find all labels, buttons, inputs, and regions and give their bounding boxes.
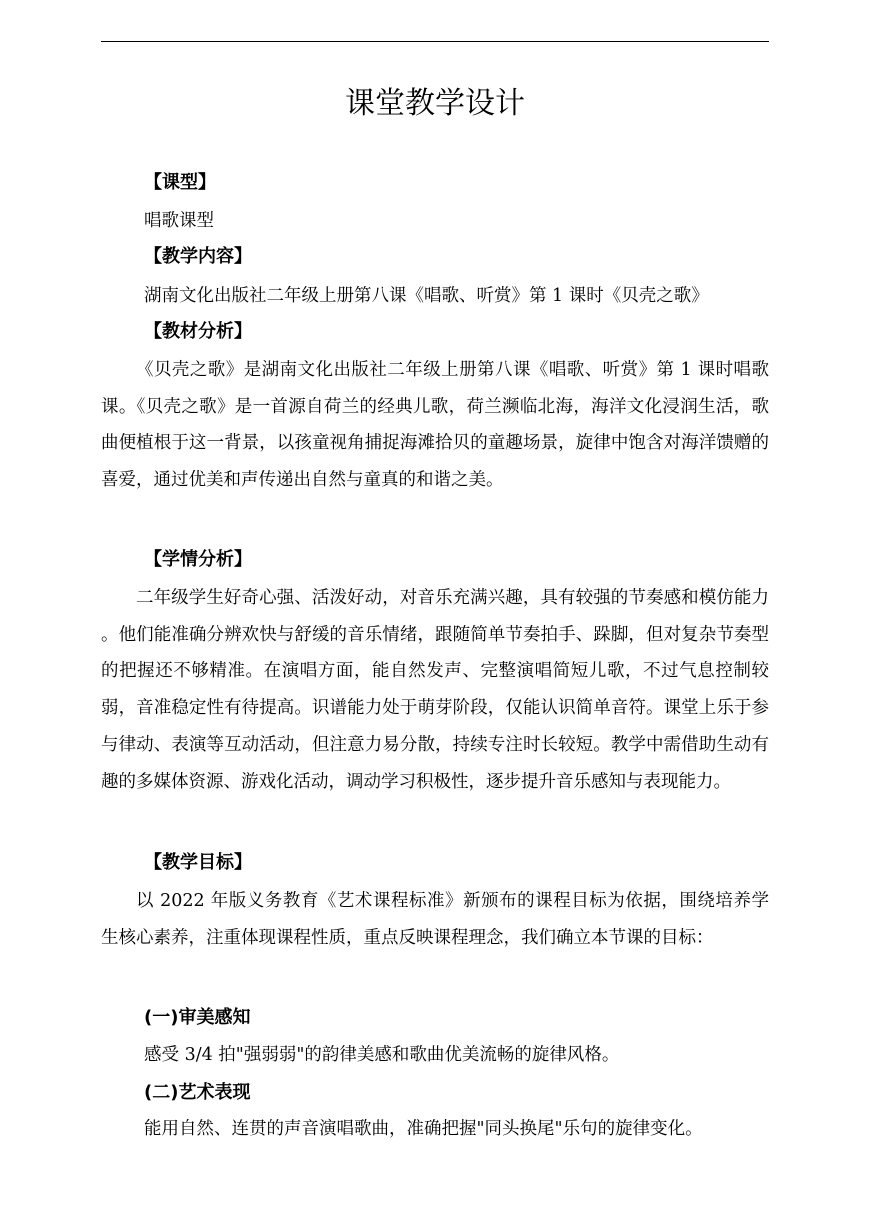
- heading-teaching-content: 【教学内容】: [144, 246, 252, 267]
- goal-expression-heading: (二)艺术表现: [144, 1082, 251, 1103]
- teaching-goals-paragraph: 以 2022 年版义务教育《艺术课程标准》新颁布的课程目标为依据，围绕培养学生核心素养，注重体现课程性质，重点反映课程理念，我们确立本节课的目标：: [101, 891, 769, 948]
- header-rule: [101, 41, 769, 42]
- lesson-type-text: 唱歌课型: [144, 211, 214, 231]
- heading-student-analysis: 【学情分析】: [144, 549, 252, 570]
- heading-teaching-goals: 【教学目标】: [144, 852, 252, 873]
- goal-expression-text: 能用自然、连贯的声音演唱歌曲，准确把握"同头换尾"乐句的旋律变化。: [144, 1119, 703, 1139]
- student-analysis-paragraph: 二年级学生好奇心强、活泼好动，对音乐充满兴趣，具有较强的节奏感和模仿能力 。他们能准确分辨欢快与舒缓的音乐情绪，跟随简单节奏拍手、跺脚，但对复杂节奏型的把握还不够精准。在演唱方面，能自然发声、完整演唱简短儿歌，不过气息控制较弱，音准稳定性有待提高。识谱能力处于萌芽阶段，仅能认识简单音符。课堂上乐于参与律动、表演等互动活动，但注意力易分散，持续专注时长较短。教学中需借助生动有趣的多媒体资源、游戏化活动，调动学习积极性，逐步提升音乐感知与表现能力。: [101, 588, 769, 792]
- goal-aesthetic-text: 感受 3/4 拍"强弱弱"的韵律美感和歌曲优美流畅的旋律风格。: [144, 1045, 620, 1065]
- goal-aesthetic-heading: (一)审美感知: [144, 1007, 251, 1028]
- page-title: 课堂教学设计: [345, 86, 525, 121]
- heading-lesson-type: 【课型】: [144, 172, 216, 193]
- teaching-content-text: 湖南文化出版社二年级上册第八课《唱歌、听赏》第 1 课时《贝壳之歌》: [144, 286, 709, 306]
- heading-material-analysis: 【教材分析】: [144, 321, 252, 342]
- material-analysis-paragraph: 《贝壳之歌》是湖南文化出版社二年级上册第八课《唱歌、听赏》第 1 课时唱歌课。《贝壳之歌》是一首源自荷兰的经典儿歌，荷兰濒临北海，海洋文化浸润生活，歌曲便植根于这一背景，以孩童视角捕捉海滩拾贝的童趣场景，旋律中饱含对海洋馈赠的喜爱，通过优美和声传递出自然与童真的和谐之美。: [101, 360, 769, 491]
